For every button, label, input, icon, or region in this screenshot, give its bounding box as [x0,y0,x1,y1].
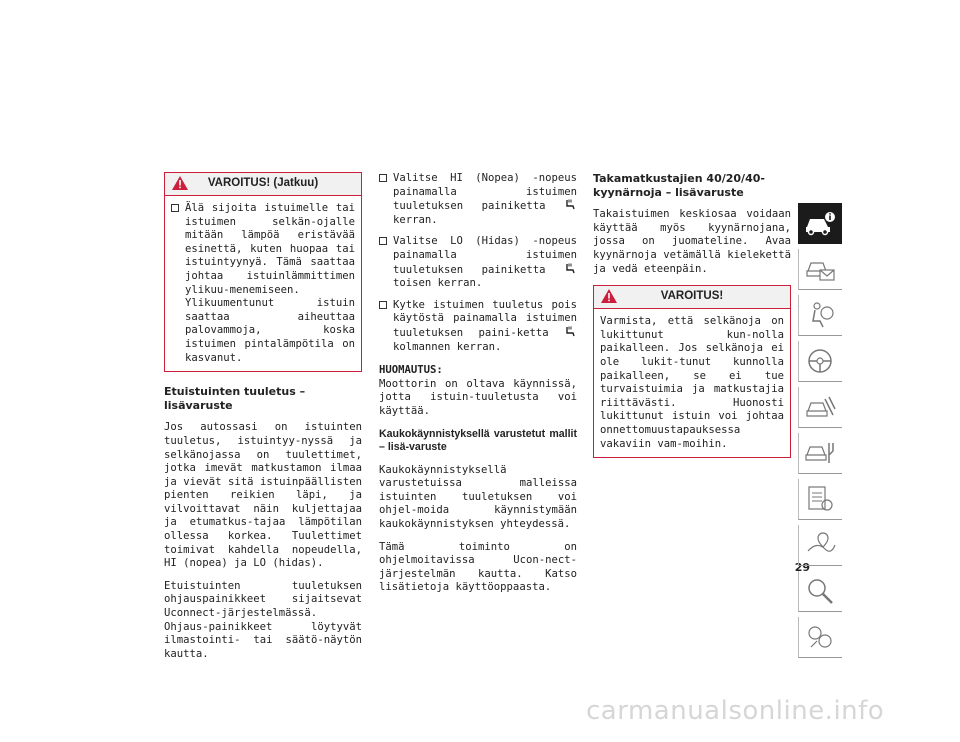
seat-ventilation-icon [566,326,575,337]
paragraph: Kaukokäynnistyksellä varustetuissa malleissa istuinten tuuletuksen voi ohjel-moida käynnistymään kaukokäynnistyksen yhteydessä. [379,463,577,531]
section-heading-seat-ventilation: Etuistuinten tuuletus – lisävaruste [164,385,306,412]
map-pin-icon [805,531,837,559]
warning-bullet [171,202,355,365]
tab-car-tools[interactable] [798,433,842,474]
car-info-icon [804,209,836,237]
checklist-icon [805,485,837,513]
page-number: 29 [794,561,810,574]
list-item: Valitse HI (Nopea) -nopeus painamalla istuimen tuuletuksen painiketta kerran. [379,172,577,227]
paragraph: Etuistuinten tuuletuksen ohjauspainikkeet sijaitsevat Uconnect-järjestelmässä. Ohjaus-painikkeet löytyvät ilmastointi- tai säätö-näytön kautta. [164,579,362,660]
chapter-tabs [798,203,842,663]
watermark: carmanualsonline.info [586,696,885,726]
warning-bullet-text: Älä sijoita istuimelle tai istuimen selkän-ojalle mitään lämpöä eristävää esinettä, kuten huopaa tai istuintyynyä. Tämä saattaa johtaa istuinlämmittimen ylikuu-menemiseen. Ylikuumentunut istuin saattaa aiheuttaa palovammoja, koska istuimen pintalämpötila on kasvanut. [185,202,355,364]
list-item: Valitse LO (Hidas) -nopeus painamalla istuimen tuuletuksen painiketta toisen kerran. [379,235,577,290]
checkbox-bullet-icon [379,174,387,182]
tab-search[interactable] [798,571,842,612]
checkbox-bullet-icon [171,204,179,212]
tab-car-info[interactable] [798,203,842,244]
warning-body [594,309,790,457]
car-crash-icon [805,393,837,421]
paragraph: Takaistuimen keskiosaa voidaan käyttää myös kyynärnojana, jossa on juomateline. Avaa kyynärnoja vetämällä kielekettä ja vedä eteenpäin. [593,208,791,275]
warning-header [594,286,790,309]
warning-body [165,196,361,371]
steering-wheel-icon [805,347,837,375]
left-column [164,172,362,670]
airbag-icon [805,301,837,329]
note-text: Moottorin on oltava käynnissä, jotta istuin-tuuletusta voi käyttää. [379,377,577,417]
warning-box-continued [164,172,362,372]
warning-title: VAROITUS! [660,290,724,303]
language-icon [805,623,837,651]
magnifier-icon [805,577,837,605]
tab-airbag[interactable] [798,295,842,336]
tab-checklist[interactable] [798,479,842,520]
car-tools-icon [805,439,837,467]
list-item: Kytke istuimen tuuletus pois käytöstä painamalla istuimen tuuletuksen paini-ketta kolmannen kerran. [379,299,577,354]
tab-languages[interactable] [798,617,842,658]
car-mail-icon [805,255,837,283]
checkbox-bullet-icon [379,301,387,309]
seat-ventilation-icon [566,199,575,210]
checkbox-bullet-icon [379,237,387,245]
right-column [593,172,791,458]
warning-header [165,173,361,196]
tab-car-crash[interactable] [798,387,842,428]
middle-column [379,172,577,604]
warning-title: VAROITUS! (Jatkuu) [207,177,319,189]
subheading-remote-start: Kaukokäynnistyksellä varustetut mallit – lisä-varuste [379,427,577,454]
warning-box [593,285,791,458]
paragraph: Tämä toiminto on ohjelmoitavissa Ucon-nect-järjestelmän kautta. Katso lisätietoja käyttöoppaasta. [379,540,577,594]
seat-ventilation-icon [566,263,575,274]
warning-text: Varmista, että selkänoja on lukittunut kun-nolla paikalleen. Jos selkänoja ei ole lukit-tunut kunnolla paikalleen, se ei tue turvaistuimia ja matkustajia riittävästi. Huonosti lukittunut istuin voi johtaa onnettomuustapauksessa vakaviin vam-moihin. [600,315,784,450]
tab-steering-wheel[interactable] [798,341,842,382]
tab-map-pin[interactable] [798,525,842,566]
note-heading: HUOMAUTUS: [379,364,443,377]
tab-car-mail[interactable] [798,249,842,290]
section-heading-armrest: Takamatkustajien 40/20/40-kyynärnoja – lisävaruste [593,172,765,199]
paragraph: Jos autossasi on istuinten tuuletus, istuintyy-nyssä ja selkänojassa on tuulettimet, jotka imevät matkustamon ilmaa ja vievät sitä istuinpäällisten pienten reikien läpi, ja vilvoittavat näin kuljettajaa ja etumatkus-tajaa lämpötilan ollessa korkea. Tuulettimet toimivat kahdella nopeudella, HI (nopea) ja LO (hidas). [164,421,362,570]
